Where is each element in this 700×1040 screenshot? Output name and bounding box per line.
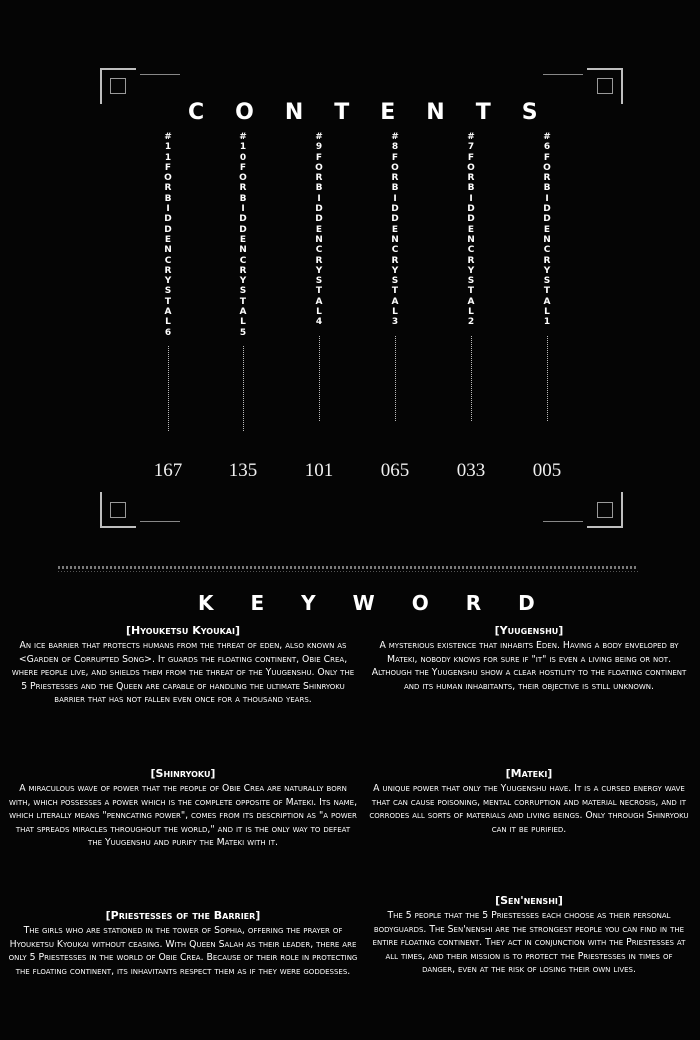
frame-rule: [140, 521, 180, 522]
keyword-description: The girls who are stationed in the tower of Sophia, offering the prayer of Hyouketsu Kyoukai without ceasing. With Queen Salah as their leader, there are only 5 Priestesses in the world of Obie Crea. Because of their role in protecting the floating continent, its inhavitants respect them as if they were goddesses.: [8, 925, 358, 977]
leader-dots: [471, 336, 472, 421]
section-divider: [58, 571, 638, 572]
chapter-entry: [153, 132, 183, 481]
ornament-corner-top-left: [100, 68, 136, 104]
keyword-description: The 5 people that the 5 Priestesses each choose as their personal bodyguards. The Sen'nenshi are the strongest people you can find in the entire floating continent. They act in conjunction with the Priestesses at all times, and their mission is to protect the Priestesses in times of danger, even at the risk of losing their own lives.: [372, 910, 686, 976]
keyword-entry: [8, 624, 358, 707]
chapter-label: #8FORBIDDENCRYSTAL3: [391, 132, 399, 328]
keyword-heading: [Sen'nenshi]: [495, 894, 563, 907]
chapter-page-number: 167: [153, 460, 183, 481]
chapter-entry: [456, 132, 486, 481]
keyword-heading: [Yuugenshu]: [494, 624, 564, 637]
chapter-entry: [380, 132, 410, 481]
chapter-page-number: 135: [228, 460, 258, 481]
chapter-label: #10FORBIDDENCRYSTAL5: [239, 132, 247, 338]
chapter-page-number: 005: [532, 460, 562, 481]
frame-rule: [543, 74, 583, 75]
keyword-title: KEYWORD: [198, 591, 572, 615]
keyword-heading: [Hyouketsu Kyoukai]: [126, 624, 240, 637]
leader-dots: [547, 336, 548, 421]
keyword-description: A miraculous wave of power that the people of Obie Crea are naturally born with, which possesses a power which is the complete opposite of Mateki. Its name, which literally means "penncating power", comes from its description as "a power that spreads miracles throughout the world," and it is the only way to defeat the Yuugenshu and purify the Mateki with it.: [8, 783, 358, 849]
leader-dots: [319, 336, 320, 421]
chapter-label: #9FORBIDDENCRYSTAL4: [315, 132, 323, 328]
keyword-description: A unique power that only the Yuugenshu have. It is a cursed energy wave that can cause poisoning, mental corruption and material necrosis, and it corrodes all sorts of materials and living beings. Only through Shinryoku can it be purified.: [369, 783, 689, 835]
keyword-description: An ice barrier that protects humans from the threat of eden, also known as <Garden of Corrupted Song>. It guards the floating continent, Obie Crea, where people live, and shields them from the threat of the Yuugenshu. Only the 5 Priestesses and the Queen are capable of handling the ultimate Shinryoku barrier that has not fallen even once for a thousand years.: [11, 640, 355, 706]
chapter-page-number: 033: [456, 460, 486, 481]
chapter-page-number: 065: [380, 460, 410, 481]
chapter-entry: [304, 132, 334, 481]
keyword-heading: [Priestesses of the Barrier]: [105, 909, 261, 922]
leader-dots: [243, 346, 244, 431]
keyword-description: A mysterious existence that inhabits Eden. Having a body enveloped by Mateki, nobody knows for sure if "it" is even a living being or not. Although the Yuugenshu show a clear hostility to the floating continent and its human inhabitants, their objective is still unknown.: [371, 640, 687, 692]
leader-dots: [168, 346, 169, 431]
chapter-page-number: 101: [304, 460, 334, 481]
chapter-label: #6FORBIDDENCRYSTAL1: [543, 132, 551, 328]
chapter-label: #7FORBIDDENCRYSTAL2: [467, 132, 475, 328]
chapter-entry: [532, 132, 562, 481]
leader-dots: [395, 336, 396, 421]
frame-rule: [140, 74, 180, 75]
keyword-entry: [368, 767, 690, 836]
keyword-entry: [368, 624, 690, 693]
keyword-entry: [8, 767, 358, 850]
chapter-entry: [228, 132, 258, 481]
contents-title: CONTENTS: [188, 100, 569, 125]
keyword-entry: [8, 909, 358, 978]
frame-rule: [543, 521, 583, 522]
ornament-corner-bottom-left: [100, 492, 136, 528]
chapter-label: #11FORBIDDENCRYSTAL6: [164, 132, 172, 338]
keyword-heading: [Shinryoku]: [150, 767, 216, 780]
keyword-entry: [368, 894, 690, 977]
section-divider: [58, 566, 638, 569]
ornament-corner-top-right: [587, 68, 623, 104]
ornament-corner-bottom-right: [587, 492, 623, 528]
keyword-heading: [Mateki]: [505, 767, 553, 780]
